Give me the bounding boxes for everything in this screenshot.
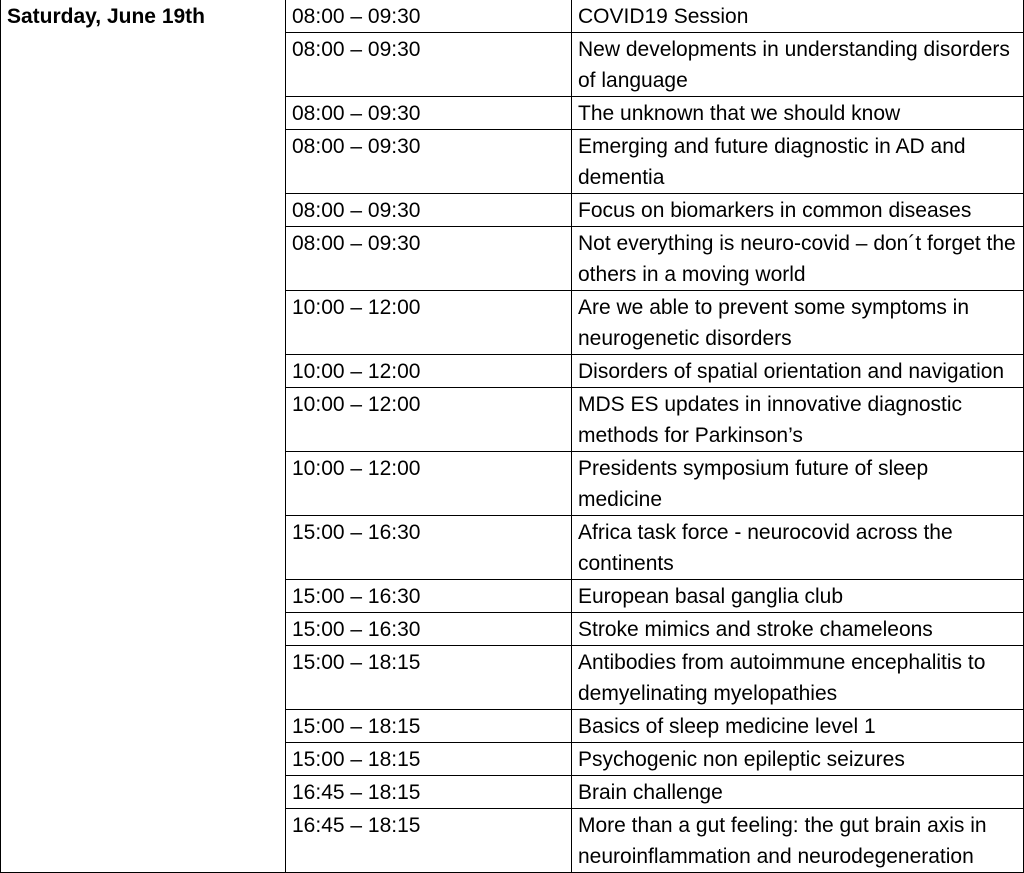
session-time: 10:00 – 12:00 — [286, 388, 572, 452]
session-time: 15:00 – 18:15 — [286, 646, 572, 710]
session-title: Psychogenic non epileptic seizures — [572, 743, 1024, 776]
session-time: 15:00 – 16:30 — [286, 516, 572, 580]
session-title: Focus on biomarkers in common diseases — [572, 194, 1024, 227]
session-time: 08:00 – 09:30 — [286, 194, 572, 227]
session-time: 08:00 – 09:30 — [286, 130, 572, 194]
schedule-body — [1, 0, 1024, 873]
session-title: New developments in understanding disorders of language — [572, 33, 1024, 97]
session-time: 15:00 – 16:30 — [286, 580, 572, 613]
session-time: 15:00 – 18:15 — [286, 743, 572, 776]
session-time: 10:00 – 12:00 — [286, 291, 572, 355]
session-title: Basics of sleep medicine level 1 — [572, 710, 1024, 743]
session-title: MDS ES updates in innovative diagnostic methods for Parkinson’s — [572, 388, 1024, 452]
session-time: 08:00 – 09:30 — [286, 97, 572, 130]
session-title: Antibodies from autoimmune encephalitis to demyelinating myelopathies — [572, 646, 1024, 710]
session-title: Disorders of spatial orientation and navigation — [572, 355, 1024, 388]
session-title: Presidents symposium future of sleep medicine — [572, 452, 1024, 516]
day-label: Saturday, June 19th — [7, 5, 206, 28]
session-time: 10:00 – 12:00 — [286, 452, 572, 516]
session-time: 08:00 – 09:30 — [286, 33, 572, 97]
session-title: Africa task force - neurocovid across the continents — [572, 516, 1024, 580]
session-time: 10:00 – 12:00 — [286, 355, 572, 388]
session-title: Not everything is neuro-covid – don´t forget the others in a moving world — [572, 227, 1024, 291]
session-title: More than a gut feeling: the gut brain axis in neuroinflammation and neurodegeneration — [572, 809, 1024, 873]
session-title: The unknown that we should know — [572, 97, 1024, 130]
session-title: Stroke mimics and stroke chameleons — [572, 613, 1024, 646]
session-time: 15:00 – 16:30 — [286, 613, 572, 646]
session-title: European basal ganglia club — [572, 580, 1024, 613]
session-time: 15:00 – 18:15 — [286, 710, 572, 743]
session-time: 08:00 – 09:30 — [286, 227, 572, 291]
day-cell — [1, 0, 286, 873]
session-title: Emerging and future diagnostic in AD and dementia — [572, 130, 1024, 194]
session-title: COVID19 Session — [572, 0, 1024, 33]
session-title: Are we able to prevent some symptoms in neurogenetic disorders — [572, 291, 1024, 355]
table-row — [1, 0, 1024, 33]
session-time: 16:45 – 18:15 — [286, 809, 572, 873]
session-title: Brain challenge — [572, 776, 1024, 809]
session-time: 08:00 – 09:30 — [286, 0, 572, 33]
session-time: 16:45 – 18:15 — [286, 776, 572, 809]
